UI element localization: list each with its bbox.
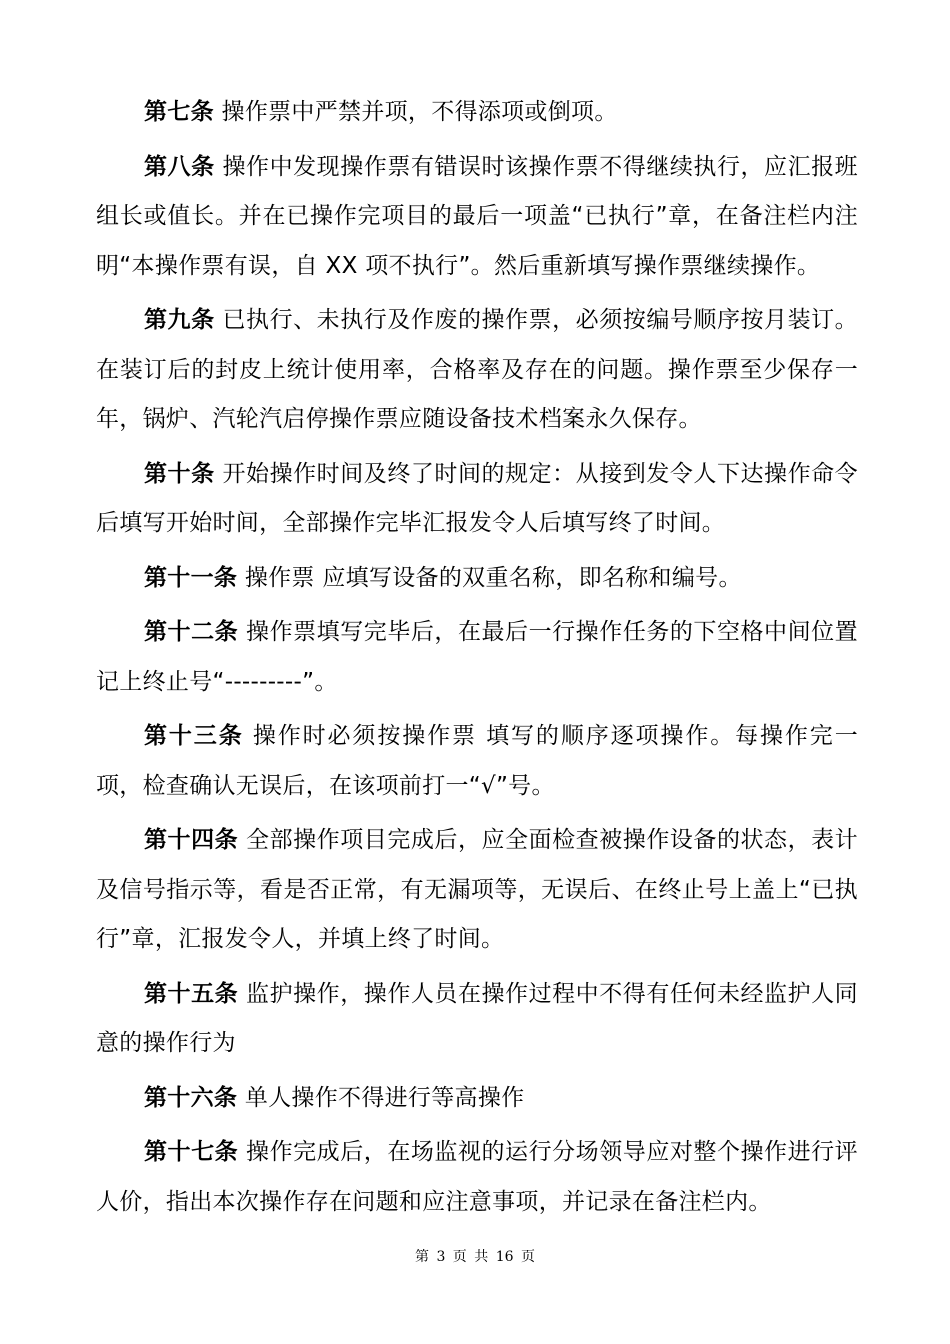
article-text: 操作票中严禁并项，不得添项或倒项。 [221, 99, 618, 125]
article-8 [96, 143, 858, 292]
article-text: 全部操作项目完成后，应全面检查被操作设备的状态，表计及信号指示等，看是否正常，有无漏项等，无误后、在终止号上盖上“已执行”章，汇报发令人，并填上终了时间。 [96, 827, 858, 952]
article-15 [96, 970, 858, 1069]
article-number: 第十四条 [144, 827, 239, 853]
article-text: 单人操作不得进行等高操作 [244, 1084, 525, 1111]
article-text: 操作票填写完毕后，在最后一行操作任务的下空格中间位置记上终止号“---------”。 [96, 619, 858, 695]
article-text: 监护操作，操作人员在操作过程中不得有任何未经监护人同意的操作行为 [96, 980, 858, 1056]
article-11 [96, 554, 858, 604]
article-number: 第十二条 [144, 619, 239, 645]
article-7 [96, 88, 858, 138]
article-14 [96, 816, 858, 965]
article-number: 第七条 [144, 99, 214, 125]
article-12 [96, 608, 858, 707]
page-footer: 第 3 页 共 16 页 [415, 1249, 535, 1265]
article-10 [96, 450, 858, 549]
article-number: 第九条 [144, 307, 215, 333]
article-text: 操作中发现操作票有错误时该操作票不得继续执行，应汇报班组长或值长。并在已操作完项目的最后一项盖“已执行”章，在备注栏内注明“本操作票有误，自 XX 项不执行”。然后重新填写操作票继续操作。 [96, 153, 858, 279]
article-number: 第十七条 [144, 1139, 239, 1165]
article-text: 操作时必须按操作票 填写的顺序逐项操作。每操作完一项，检查确认无误后，在该项前打一“√”号。 [96, 723, 859, 799]
article-number: 第十三条 [144, 723, 244, 749]
article-text: 操作票 应填写设备的双重名称，即名称和编号。 [244, 564, 742, 591]
article-text: 开始操作时间及终了时间的规定：从接到发令人下达操作命令后填写开始时间，全部操作完毕汇报发令人后填写终了时间。 [96, 460, 858, 536]
document-body [96, 88, 858, 1232]
article-text: 操作完成后，在场监视的运行分场领导应对整个操作进行评人价，指出本次操作存在问题和应注意事项，并记录在备注栏内。 [96, 1139, 858, 1215]
article-16 [96, 1074, 858, 1124]
article-text: 已执行、未执行及作废的操作票，必须按编号顺序按月装订。在装订后的封皮上统计使用率，合格率及存在的问题。操作票至少保存一年，锅炉、汽轮汽启停操作票应随设备技术档案永久保存。 [96, 307, 858, 432]
article-17 [96, 1128, 858, 1227]
article-13 [96, 712, 858, 811]
article-number: 第十一条 [144, 564, 238, 591]
article-number: 第十五条 [144, 980, 239, 1007]
article-number: 第十条 [144, 460, 215, 487]
article-number: 第八条 [144, 153, 215, 180]
article-9 [96, 296, 858, 445]
article-number: 第十六条 [144, 1084, 238, 1111]
